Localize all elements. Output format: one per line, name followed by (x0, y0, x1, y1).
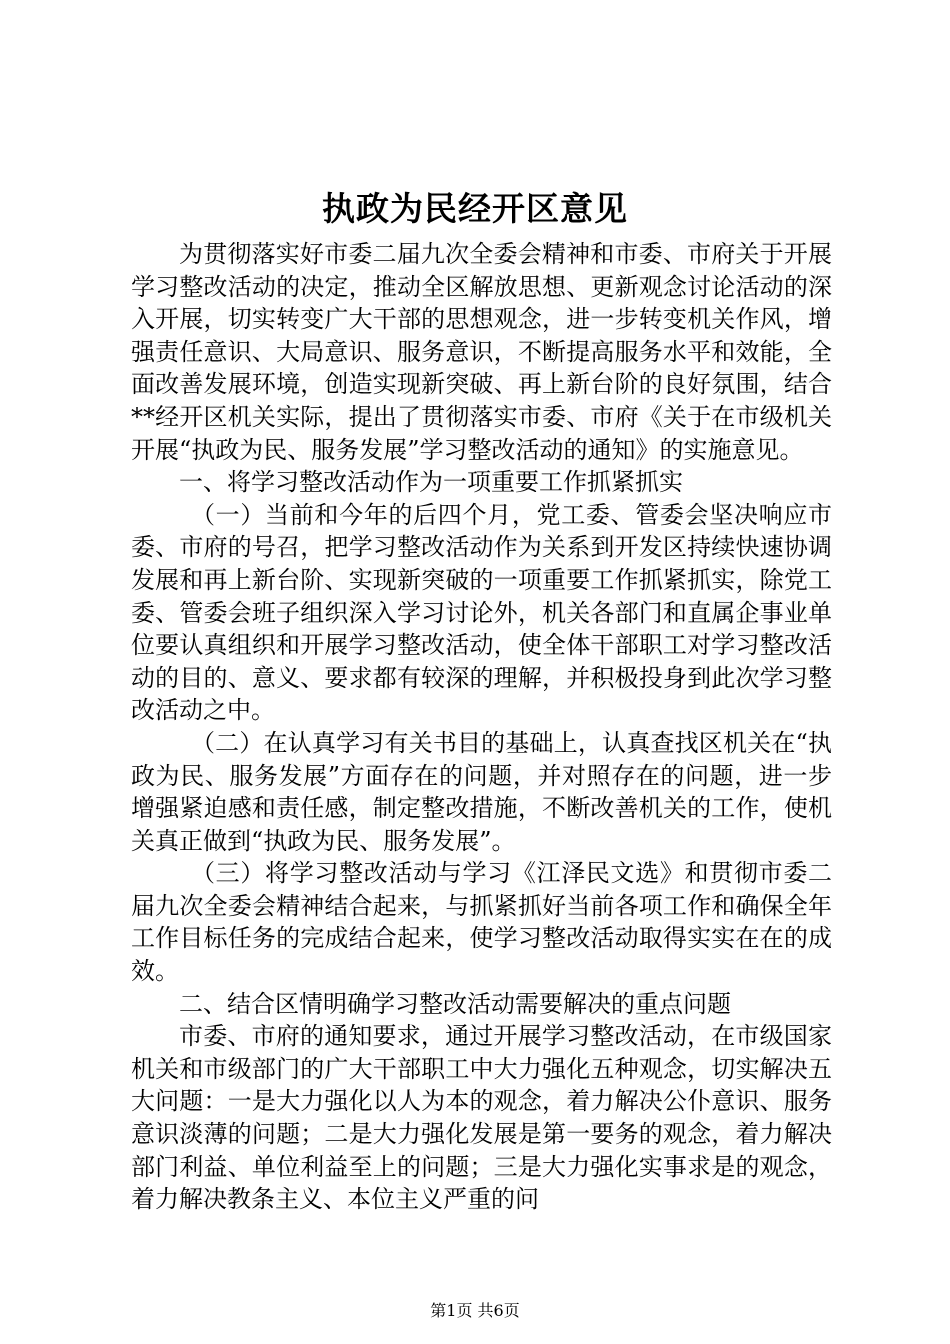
page-footer: 第1页 共6页 (430, 1301, 520, 1320)
document-title: 执政为民经开区意见 (322, 189, 628, 228)
paragraph-intro: 为贯彻落实好市委二届九次全委会精神和市委、市府关于开展学习整改活动的决定，推动全区解放思想、更新观念讨论活动的深入开展，切实转变广大干部的思想观念，进一步转变机关作风，增强责任意识、大局意识、服务意识，不断提高服务水平和效能，全面改善发展环境，创造实现新突破、再上新台阶的良好氛围，结合**经开区机关实际，提出了贯彻落实市委、市府《关于在市级机关开展“执政为民、服务发展”学习整改活动的通知》的实施意见。 (131, 240, 832, 464)
paragraph-item-3: （三）将学习整改活动与学习《江泽民文选》和贯彻市委二届九次全委会精神结合起来，与抓紧抓好当前各项工作和确保全年工作目标任务的完成结合起来，使学习整改活动取得实实在在的成效。 (131, 859, 832, 986)
section-heading-1: 一、将学习整改活动作为一项重要工作抓紧抓实 (179, 468, 683, 497)
document-body (131, 238, 832, 1216)
paragraph-section-2: 市委、市府的通知要求，通过开展学习整改活动，在市级国家机关和市级部门的广大干部职工中大力强化五种观念，切实解决五大问题：一是大力强化以人为本的观念，着力解决公仆意识、服务意识淡薄的问题；二是大力强化发展是第一要务的观念，着力解决部门利益、单位利益至上的问题；三是大力强化实事求是的观念，着力解决教条主义、本位主义严重的问 (131, 1022, 832, 1214)
paragraph-item-1: （一）当前和今年的后四个月，党工委、管委会坚决响应市委、市府的号召，把学习整改活动作为关系到开发区持续快速协调发展和再上新台阶、实现新突破的一项重要工作抓紧抓实，除党工委、管委会班子组织深入学习讨论外，机关各部门和直属企事业单位要认真组织和开展学习整改活动，使全体干部职工对学习整改活动的目的、意义、要求都有较深的理解，并积极投身到此次学习整改活动之中。 (131, 500, 832, 725)
paragraph-item-2: （二）在认真学习有关书目的基础上，认真查找区机关在“执政为民、服务发展”方面存在的问题，并对照存在的问题，进一步增强紧迫感和责任感，制定整改措施，不断改善机关的工作，使机关真正做到“执政为民、服务发展”。 (131, 728, 832, 855)
section-heading-2: 二、结合区情明确学习整改活动需要解决的重点问题 (179, 989, 731, 1018)
